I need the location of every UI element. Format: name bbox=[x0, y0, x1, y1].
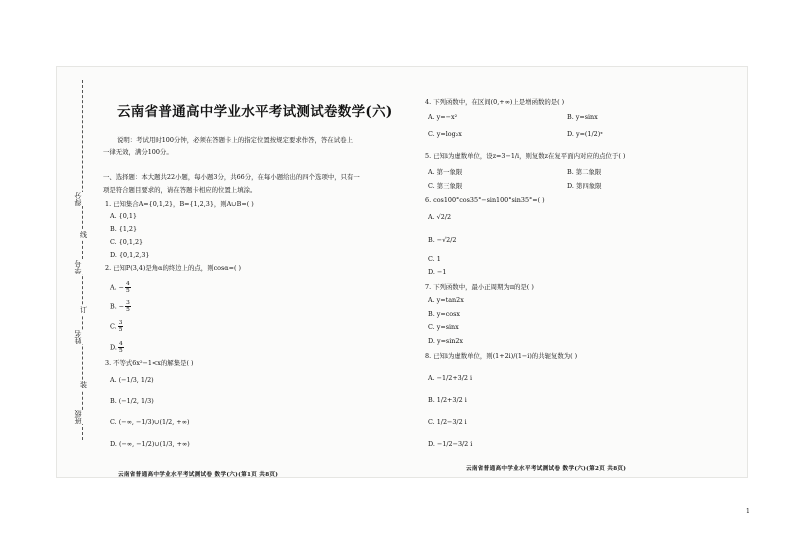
q1-option-c: C. {0,1,2} bbox=[110, 238, 144, 246]
q8-option-d: D. −1/2−3/2 i bbox=[428, 440, 473, 448]
q3-option-a: A. (−1/3, 1/2) bbox=[110, 376, 154, 384]
q3-stem: 3. 不等式6x²−1<x的解集是( ) bbox=[105, 359, 194, 367]
q2-option-a: A. − $\frac{4}{5}$ bbox=[110, 281, 130, 294]
binding-mark-xian: 线 bbox=[80, 231, 87, 239]
q8-option-b: B. 1/2+3/2 i bbox=[428, 396, 467, 404]
binding-label-name: 姓名 bbox=[74, 330, 82, 344]
q2-stem: 2. 已知P(3,4)是角α的终边上的点，则cosα=( ) bbox=[105, 264, 241, 272]
q7-option-d: D. y=sin2x bbox=[428, 337, 464, 345]
q3-option-d: D. (−∞, −1/2)∪(1/3, +∞) bbox=[110, 440, 190, 448]
q6-stem: 6. cos100°cos35°−sin100°sin35°=( ) bbox=[425, 196, 545, 204]
footer-right: 云南省普通高中学业水平考试测试卷 数学(六)(第2页 共8页) bbox=[466, 466, 627, 472]
binding-label-number: 学号 bbox=[74, 260, 82, 274]
q5-option-a: A. 第一象限 bbox=[428, 168, 463, 176]
q5-option-d: D. 第四象限 bbox=[567, 182, 602, 190]
q6-option-c: C. 1 bbox=[428, 255, 441, 263]
q6-option-b: B. −√2/2 bbox=[428, 236, 457, 244]
q8-stem: 8. 已知i为虚数单位，则(1+2i)/(1−i)的共轭复数为( ) bbox=[425, 352, 578, 360]
q4-stem: 4. 下列函数中，在区间(0,+∞)上是增函数的是( ) bbox=[425, 98, 565, 106]
notice-line-2: 一律无效，满分100分。 bbox=[103, 148, 173, 156]
q4-option-d: D. y=(1/2)ˣ bbox=[567, 130, 603, 138]
binding-mark-ding: 订 bbox=[80, 306, 87, 314]
q6-option-d: D. −1 bbox=[428, 268, 447, 276]
footer-left: 云南省普通高中学业水平考试测试卷 数学(六)(第1页 共8页) bbox=[118, 472, 279, 478]
q7-stem: 7. 下列函数中，最小正周期为π的是( ) bbox=[425, 283, 534, 291]
q4-option-a: A. y=−x² bbox=[428, 113, 458, 121]
section1-line-2: 项是符合题目要求的，请在答题卡相应的位置上填涂。 bbox=[103, 186, 257, 194]
q7-option-c: C. y=sinx bbox=[428, 323, 459, 331]
q7-option-a: A. y=tan2x bbox=[428, 296, 464, 304]
q1-option-b: B. {1,2} bbox=[110, 225, 138, 233]
q4-option-b: B. y=sinx bbox=[567, 113, 598, 121]
q6-option-a: A. √2/2 bbox=[428, 213, 452, 221]
q5-option-b: B. 第二象限 bbox=[567, 168, 602, 176]
q2-option-b: B. − $\frac{3}{5}$ bbox=[110, 300, 130, 313]
section1-line-1: 一、选择题：本大题共22小题，每小题3分，共66分，在每小题给出的四个选项中，只有一 bbox=[103, 173, 360, 181]
notice-line-1: 说明：考试用时100分钟，必须在答题卡上的指定位置按规定要求作答，答在试卷上 bbox=[117, 136, 353, 144]
q8-option-c: C. 1/2−3/2 i bbox=[428, 418, 467, 426]
q7-option-b: B. y=cosx bbox=[428, 310, 461, 318]
q2-option-c: C. $\frac{3}{5}$ bbox=[110, 320, 123, 333]
q4-option-c: C. y=log₂x bbox=[428, 130, 462, 138]
q5-stem: 5. 已知i为虚数单位，设z=3−1/i，则复数z在复平面内对应的点位于( ) bbox=[425, 152, 626, 160]
q5-option-c: C. 第三象限 bbox=[428, 182, 463, 190]
q1-option-d: D. {0,1,2,3} bbox=[110, 251, 150, 259]
binding-mark-zhuang: 装 bbox=[80, 381, 87, 389]
binding-label-score: 得分 bbox=[74, 192, 82, 206]
page-number: 1 bbox=[746, 508, 750, 515]
binding-label-class: 班级 bbox=[74, 410, 82, 424]
q8-option-a: A. −1/2+3/2 i bbox=[428, 374, 473, 382]
binding-strip bbox=[60, 80, 98, 470]
page-title: 云南省普通高中学业水平考试测试卷数学(六) bbox=[117, 104, 393, 120]
q2-option-d: D. $\frac{4}{5}$ bbox=[110, 341, 123, 354]
q3-option-c: C. (−∞, −1/3)∪(1/2, +∞) bbox=[110, 418, 190, 426]
q1-stem: 1. 已知集合A={0,1,2}，B={1,2,3}，则A∪B=( ) bbox=[105, 200, 254, 208]
q3-option-b: B. (−1/2, 1/3) bbox=[110, 397, 154, 405]
q1-option-a: A. {0,1} bbox=[110, 212, 137, 220]
